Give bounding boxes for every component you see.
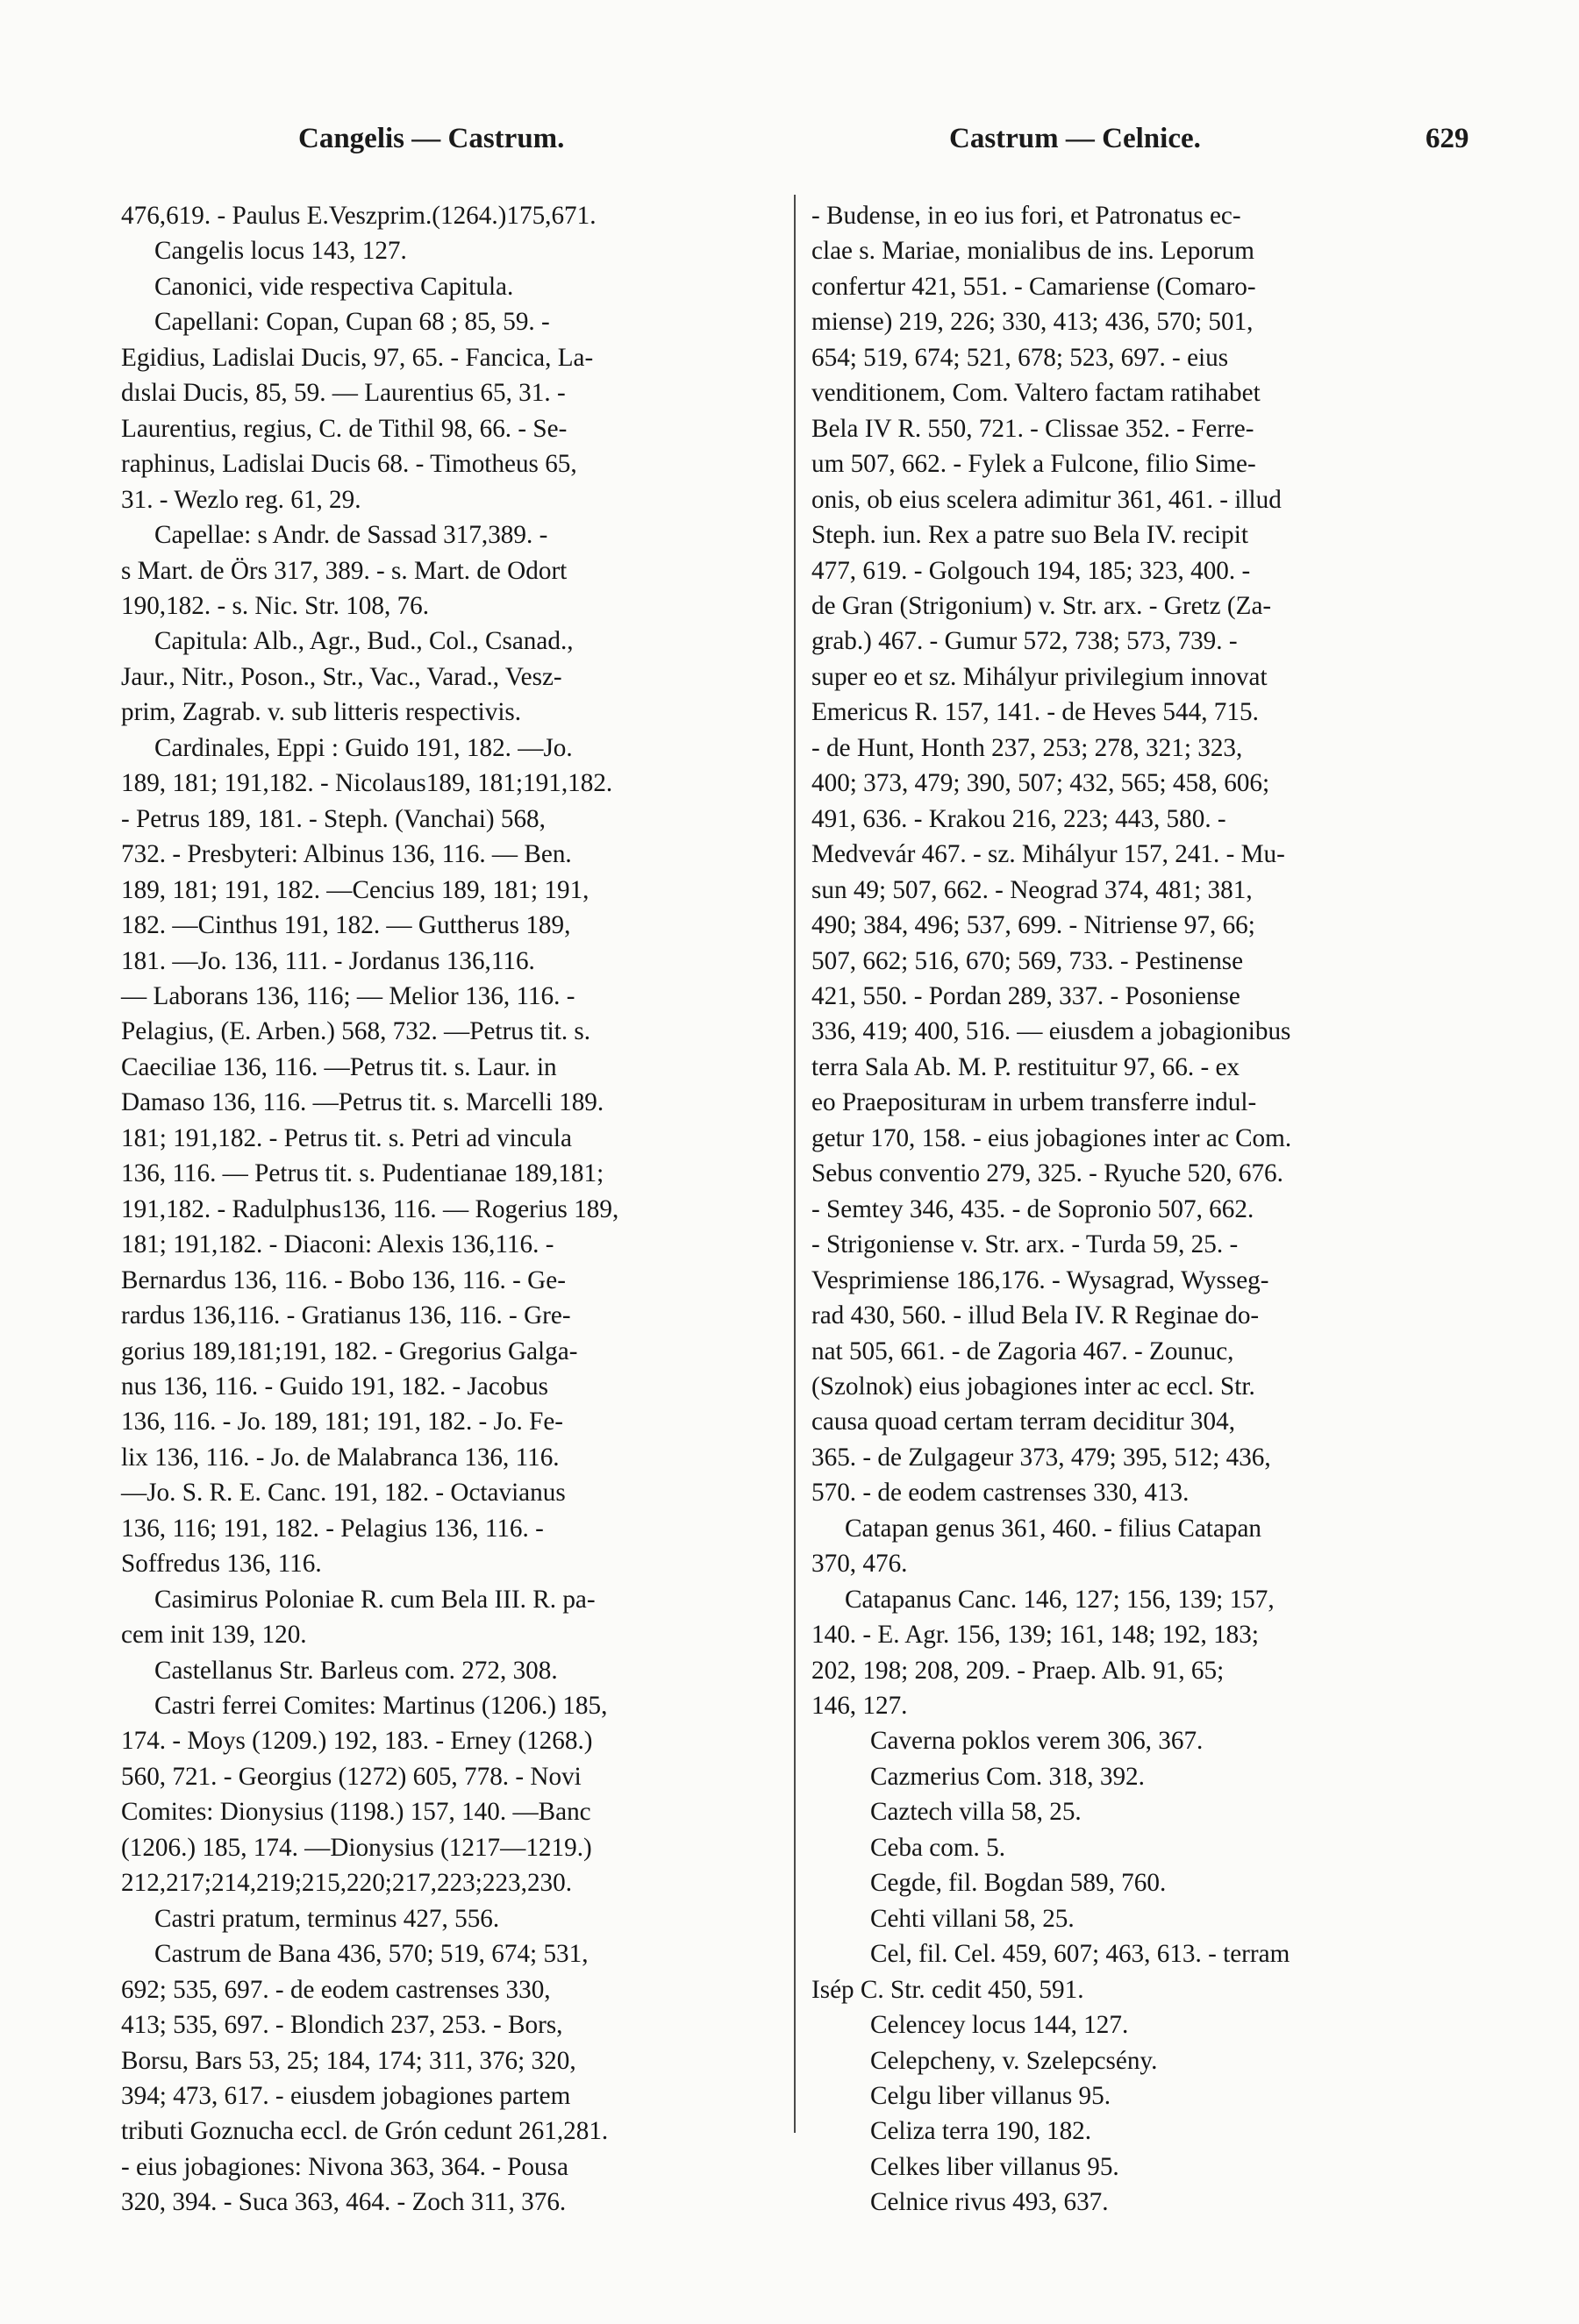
index-line: 146, 127.	[811, 1692, 908, 1721]
index-line: 413; 535, 697. - Blondich 237, 253. - Bors,	[121, 2011, 563, 2040]
index-line: grab.) 467. - Gumur 572, 738; 573, 739. -	[811, 627, 1238, 656]
index-line: 692; 535, 697. - de eodem castrenses 330,	[121, 1975, 551, 2004]
index-line: Cehti villani 58, 25.	[870, 1904, 1075, 1933]
index-line: 136, 116. - Jo. 189, 181; 191, 182. - Jo. Fe-	[121, 1408, 564, 1436]
index-line: Capellani: Copan, Cupan 68 ; 85, 59. -	[154, 308, 550, 337]
index-line: Cardinales, Eppi : Guido 191, 182. —Jo.	[154, 733, 573, 762]
index-line: - eius jobagiones: Nivona 363, 364. - Pousa	[121, 2152, 568, 2181]
index-line: gorius 189,181;191, 182. - Gregorius Galga-	[121, 1337, 578, 1365]
column-divider	[794, 195, 796, 2133]
index-line: 136, 116. — Petrus tit. s. Pudentianae 189,181;	[121, 1159, 604, 1188]
index-line: Bernardus 136, 116. - Bobo 136, 116. - Ge-	[121, 1265, 566, 1294]
index-line: Cazmerius Com. 318, 392.	[870, 1762, 1145, 1791]
header-left-title: Cangelis — Castrum.	[298, 123, 565, 154]
index-line: venditionem, Com. Valtero factam ratihabet	[811, 379, 1261, 408]
index-line: Celkes liber villanus 95.	[870, 2152, 1119, 2181]
index-line: rad 430, 560. - illud Bela IV. R Reginae do-	[811, 1301, 1260, 1330]
index-line: Celepcheny, v. Szelepcsény.	[870, 2046, 1158, 2075]
index-line: Egidius, Ladislai Ducis, 97, 65. - Fancica, La-	[121, 343, 594, 372]
index-line: Castri ferrei Comites: Martinus (1206.) 185,	[154, 1692, 608, 1721]
index-line: 31. - Wezlo reg. 61, 29.	[121, 485, 361, 514]
index-line: Castellanus Str. Barleus com. 272, 308.	[154, 1656, 558, 1685]
index-line: cem init 139, 120.	[121, 1621, 307, 1650]
index-line: Isép C. Str. cedit 450, 591.	[811, 1975, 1084, 2004]
index-line: Celnice rivus 493, 637.	[870, 2188, 1109, 2217]
index-line: Catapan genus 361, 460. - filius Catapan	[845, 1514, 1262, 1543]
index-line: 421, 550. - Pordan 289, 337. - Posoniense	[811, 981, 1240, 1010]
page-number: 629	[1425, 123, 1469, 154]
index-line: Bela IV R. 550, 721. - Clissae 352. - Ferre-	[811, 414, 1254, 443]
index-line: Caverna poklos verem 306, 367.	[870, 1727, 1204, 1756]
index-line: 136, 116; 191, 182. - Pelagius 136, 116. -	[121, 1514, 544, 1543]
index-line: 477, 619. - Golgouch 194, 185; 323, 400. -	[811, 556, 1251, 585]
left-index-column	[121, 198, 781, 2221]
index-line: causa quoad certam terram deciditur 304,	[811, 1408, 1236, 1436]
index-line: 507, 662; 516, 670; 569, 733. - Pestinense	[811, 946, 1244, 975]
index-line: Castri pratum, terminus 427, 556.	[154, 1904, 500, 1933]
index-line: Celiza terra 190, 182.	[870, 2117, 1092, 2146]
index-line: 189, 181; 191,182. - Nicolaus189, 181;191,182.	[121, 769, 613, 798]
index-line: 732. - Presbyteri: Albinus 136, 116. — Ben.	[121, 840, 572, 869]
index-line: - Petrus 189, 181. - Steph. (Vanchai) 568,	[121, 804, 546, 833]
index-line: — Laborans 136, 116; — Melior 136, 116. -	[121, 981, 575, 1010]
index-line: 365. - de Zulgageur 373, 479; 395, 512; 436,	[811, 1443, 1271, 1472]
index-line: 370, 476.	[811, 1550, 908, 1579]
running-header	[0, 123, 1579, 175]
index-line: super eo et sz. Mihályur privilegium innovat	[811, 662, 1268, 691]
index-line: Borsu, Bars 53, 25; 184, 174; 311, 376; 320,	[121, 2046, 576, 2075]
index-line: (Szolnok) eius jobagiones inter ac eccl. Str.	[811, 1372, 1255, 1401]
index-line: Ceba com. 5.	[870, 1833, 1006, 1862]
index-line: - Budense, in eo ius fori, et Patronatus ec-	[811, 202, 1241, 230]
index-line: 181; 191,182. - Petrus tit. s. Petri ad vincula	[121, 1123, 572, 1152]
index-line: —Jo. S. R. E. Canc. 191, 182. - Octavianus	[121, 1479, 566, 1508]
index-line: Cel, fil. Cel. 459, 607; 463, 613. - terram	[870, 1940, 1290, 1969]
index-line: Caeciliae 136, 116. —Petrus tit. s. Laur. in	[121, 1052, 557, 1081]
index-line: tributi Goznucha eccl. de Grón cedunt 261,281.	[121, 2117, 609, 2146]
index-line: 182. —Cinthus 191, 182. — Guttherus 189,	[121, 911, 571, 940]
index-line: 202, 198; 208, 209. - Praep. Alb. 91, 65;	[811, 1656, 1225, 1685]
index-line: 190,182. - s. Nic. Str. 108, 76.	[121, 591, 430, 620]
index-line: s Mart. de Örs 317, 389. - s. Mart. de Odort	[121, 556, 568, 585]
index-line: Caztech villa 58, 25.	[870, 1798, 1082, 1827]
index-line: Comites: Dionysius (1198.) 157, 140. —Banc	[121, 1798, 591, 1827]
index-line: Canonici, vide respectiva Capitula.	[154, 272, 514, 301]
index-line: Laurentius, regius, C. de Tithil 98, 66. - Se-	[121, 414, 568, 443]
index-line: 191,182. - Radulphus136, 116. — Rogerius 189,	[121, 1194, 619, 1223]
index-line: 140. - E. Agr. 156, 139; 161, 148; 192, 183;	[811, 1621, 1259, 1650]
index-line: 394; 473, 617. - eiusdem jobagiones partem	[121, 2082, 571, 2111]
index-line: lix 136, 116. - Jo. de Malabranca 136, 116.	[121, 1443, 560, 1472]
index-line: Cangelis locus 143, 127.	[154, 237, 407, 266]
index-line: (1206.) 185, 174. —Dionysius (1217—1219.)	[121, 1833, 592, 1862]
index-line: Castrum de Bana 436, 570; 519, 674; 531,	[154, 1940, 589, 1969]
index-line: Soffredus 136, 116.	[121, 1550, 322, 1579]
index-line: Sebus conventio 279, 325. - Ryuche 520, 676.	[811, 1159, 1283, 1188]
index-line: rardus 136,116. - Gratianus 136, 116. - Gre-	[121, 1301, 571, 1330]
right-index-column	[811, 198, 1464, 2221]
index-line: dıslai Ducis, 85, 59. — Laurentius 65, 31. -	[121, 379, 566, 408]
index-line: - de Hunt, Honth 237, 253; 278, 321; 323,	[811, 733, 1243, 762]
index-line: Capitula: Alb., Agr., Bud., Col., Csanad.,	[154, 627, 574, 656]
index-line: 189, 181; 191, 182. —Cencius 189, 181; 191,	[121, 875, 589, 904]
index-line: confertur 421, 551. - Camariense (Comaro-	[811, 272, 1256, 301]
index-line: de Gran (Strigonium) v. Str. arx. - Gretz (Za-	[811, 591, 1272, 620]
index-line: Casimirus Poloniae R. cum Bela III. R. pa-	[154, 1585, 596, 1614]
index-line: prim, Zagrab. v. sub litteris respectivis.	[121, 698, 522, 727]
header-right-title: Castrum — Celnice.	[949, 123, 1201, 154]
index-line: 400; 373, 479; 390, 507; 432, 565; 458, 606;	[811, 769, 1270, 798]
index-line: Cegde, fil. Bogdan 589, 760.	[870, 1869, 1167, 1898]
index-line: Celgu liber villanus 95.	[870, 2082, 1111, 2111]
index-line: 320, 394. - Suca 363, 464. - Zoch 311, 376.	[121, 2188, 567, 2217]
index-line: Catapanus Canc. 146, 127; 156, 139; 157,	[845, 1585, 1275, 1614]
index-line: nus 136, 116. - Guido 191, 182. - Jacobus	[121, 1372, 548, 1401]
index-line: 476,619. - Paulus E.Veszprim.(1264.)175,671.	[121, 202, 597, 230]
index-line: Steph. iun. Rex a patre suo Bela IV. recipit	[811, 521, 1248, 550]
index-line: um 507, 662. - Fylek a Fulcone, filio Sime-	[811, 450, 1256, 479]
index-line: getur 170, 158. - eius jobagiones inter ac Com.	[811, 1123, 1292, 1152]
index-line: Celencey locus 144, 127.	[870, 2011, 1129, 2040]
index-line: 181; 191,182. - Diaconi: Alexis 136,116. -	[121, 1230, 554, 1259]
index-line: - Semtey 346, 435. - de Sopronio 507, 662.	[811, 1194, 1254, 1223]
index-line: raphinus, Ladislai Ducis 68. - Timotheus 65,	[121, 450, 577, 479]
index-line: sun 49; 507, 662. - Neograd 374, 481; 381,	[811, 875, 1253, 904]
index-line: Jaur., Nitr., Poson., Str., Vac., Varad., Vesz-	[121, 662, 562, 691]
index-line: - Strigoniense v. Str. arx. - Turda 59, 25. -	[811, 1230, 1239, 1259]
index-line: Pelagius, (E. Arben.) 568, 732. —Petrus tit. s.	[121, 1017, 591, 1046]
index-line: 570. - de eodem castrenses 330, 413.	[811, 1479, 1190, 1508]
index-line: onis, ob eius scelera adimitur 361, 461. - illud	[811, 485, 1282, 514]
index-line: 336, 419; 400, 516. — eiusdem a jobagionibus	[811, 1017, 1291, 1046]
index-line: Emericus R. 157, 141. - de Heves 544, 715.	[811, 698, 1259, 727]
index-line: 560, 721. - Georgius (1272) 605, 778. - Novi	[121, 1762, 582, 1791]
index-line: 654; 519, 674; 521, 678; 523, 697. - eius	[811, 343, 1229, 372]
index-line: 212,217;214,219;215,220;217,223;223,230.	[121, 1869, 573, 1898]
index-line: eo Praepositurам in urbem transferre indul-	[811, 1088, 1257, 1117]
index-line: 181. —Jo. 136, 111. - Jordanus 136,116.	[121, 946, 535, 975]
index-line: 491, 636. - Krakou 216, 223; 443, 580. -	[811, 804, 1226, 833]
index-line: Vesprimiense 186,176. - Wysagrad, Wysseg-	[811, 1265, 1269, 1294]
index-line: terra Sala Ab. M. P. restituitur 97, 66. - ex	[811, 1052, 1240, 1081]
index-line: Damaso 136, 116. —Petrus tit. s. Marcelli 189.	[121, 1088, 604, 1117]
index-line: clae s. Mariae, monialibus de ins. Leporum	[811, 237, 1254, 266]
index-line: miense) 219, 226; 330, 413; 436, 570; 501,	[811, 308, 1254, 337]
index-line: 174. - Moys (1209.) 192, 183. - Erney (1268.)	[121, 1727, 593, 1756]
index-line: Capellae: s Andr. de Sassad 317,389. -	[154, 521, 548, 550]
index-line: 490; 384, 496; 537, 699. - Nitriense 97, 66;	[811, 911, 1255, 940]
index-line: nat 505, 661. - de Zagoria 467. - Zounuc,	[811, 1337, 1234, 1365]
index-line: Medvevár 467. - sz. Mihályur 157, 241. - Mu-	[811, 840, 1285, 869]
